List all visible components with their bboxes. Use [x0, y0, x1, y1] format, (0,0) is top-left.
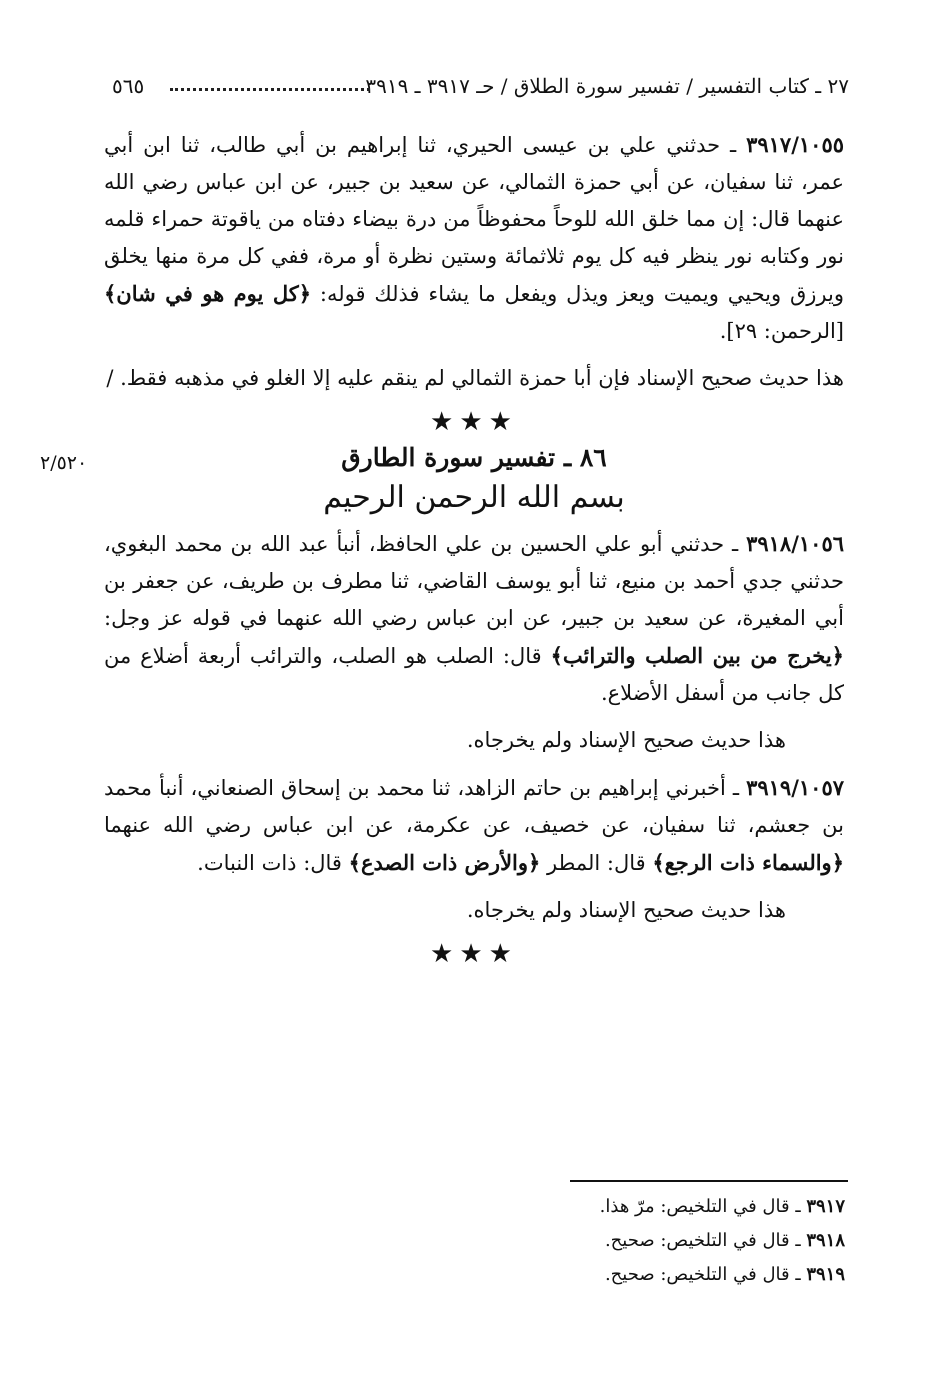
quran-quote: ﴿والأرض ذات الصدع﴾ — [348, 850, 541, 875]
section-separator: ★★★ — [430, 939, 518, 969]
footnote-number: ٣٩١٩ — [806, 1264, 845, 1285]
footnote-number: ٣٩١٨ — [806, 1230, 845, 1251]
footnote-rule — [570, 1180, 848, 1182]
hadith-text: ـ أخبرني إبراهيم بن حاتم الزاهد، ثنا محمد بن إسحاق الصنعاني، أنبأ محمد بن جعشم، ثنا سفيان، عن خصيف، عن عكرمة، عن ابن عباس رضي الله عنهما — [104, 776, 844, 837]
hadith-3917-grading: هذا حديث صحيح الإسناد فإن أبا حمزة الثمالي لم ينقم عليه إلا الغلو في مذهبه فقط. / — [106, 366, 844, 390]
hadith-text-end: قال: ذات النبات. — [197, 851, 349, 875]
footnote — [545, 1224, 845, 1258]
running-header-title: ٢٧ ـ كتاب التفسير / تفسير سورة الطلاق / حـ ٣٩١٧ ـ ٣٩١٩ — [365, 74, 849, 98]
hadith-3918-grading: هذا حديث صحيح الإسناد ولم يخرجاه. — [466, 728, 786, 752]
margin-reference: ٢/٥٢٠ — [40, 452, 88, 474]
hadith-number: ٣٩١٧/١٠٥٥ — [746, 132, 844, 157]
footnote — [545, 1190, 845, 1224]
page-body — [104, 126, 844, 973]
hadith-text: ـ حدثني علي بن عيسى الحيري، ثنا إبراهيم بن أبي طالب، ثنا ابن أبي عمر، ثنا سفيان، عن أبي حمزة الثمالي، عن سعيد بن جبير، عن ابن عباس رضي الله عنهما قال: إن مما خلق الله للوحاً محفوظاً من درة بيضاء دفتاه من ياقوتة حمراء قلمه نور وكتابه نور ينظر فيه كل يوم ثلاثمائة وستين نظرة أو مرة، ففي كل مرة منها يخلق ويرزق ويحيي ويميت ويعز ويذل ويفعل ما يشاء فذلك قوله: — [104, 133, 844, 306]
footnote-text: ـ قال في التلخيص: مرّ هذا. — [599, 1196, 807, 1217]
footnote — [545, 1258, 845, 1292]
footnote-text: ـ قال في التلخيص: صحيح. — [604, 1230, 807, 1251]
hadith-3917-paragraph — [104, 126, 844, 350]
hadith-text-end: قال: الصلب هو الصلب، والترائب أربعة أضلاع من كل جانب من أسفل الأضلاع. — [104, 644, 844, 705]
hadith-3919-paragraph — [104, 769, 844, 882]
footnote-text: ـ قال في التلخيص: صحيح. — [604, 1264, 807, 1285]
footnotes — [545, 1190, 845, 1292]
hadith-3919-grading: هذا حديث صحيح الإسناد ولم يخرجاه. — [466, 898, 786, 922]
hadith-text: ـ حدثني أبو علي الحسين بن علي الحافظ، أنبأ عبد الله بن محمد البغوي، حدثني جدي أحمد بن منيع، ثنا أبو يوسف القاضي، ثنا مطرف بن طريف، عن جعفر بن أبي المغيرة، عن سعيد بن جبير، عن ابن عباس رضي الله عنهما في قوله عز وجل: — [104, 532, 844, 630]
surah-title: ٨٦ ـ تفسير سورة الطارق — [341, 443, 607, 472]
hadith-3918-paragraph — [104, 525, 844, 712]
quran-quote: ﴿كل يوم هو في شان﴾ — [104, 281, 312, 306]
hadith-number: ٣٩١٩/١٠٥٧ — [746, 775, 844, 800]
hadith-text-mid: قال: المطر — [540, 851, 653, 875]
quran-quote: ﴿والسماء ذات الرجع﴾ — [652, 850, 844, 875]
footnote-number: ٣٩١٧ — [806, 1196, 845, 1217]
page-number: ٥٦٥ — [112, 74, 145, 98]
quran-quote: ﴿يخرج من بين الصلب والترائب﴾ — [550, 643, 844, 668]
hadith-number: ٣٩١٨/١٠٥٦ — [746, 531, 844, 556]
header-dotted-leader — [170, 88, 370, 91]
hadith-text-end: [الرحمن: ٢٩]. — [719, 319, 844, 343]
basmala: بسم الله الرحمن الرحيم — [323, 480, 625, 515]
section-separator: ★★★ — [430, 407, 518, 437]
